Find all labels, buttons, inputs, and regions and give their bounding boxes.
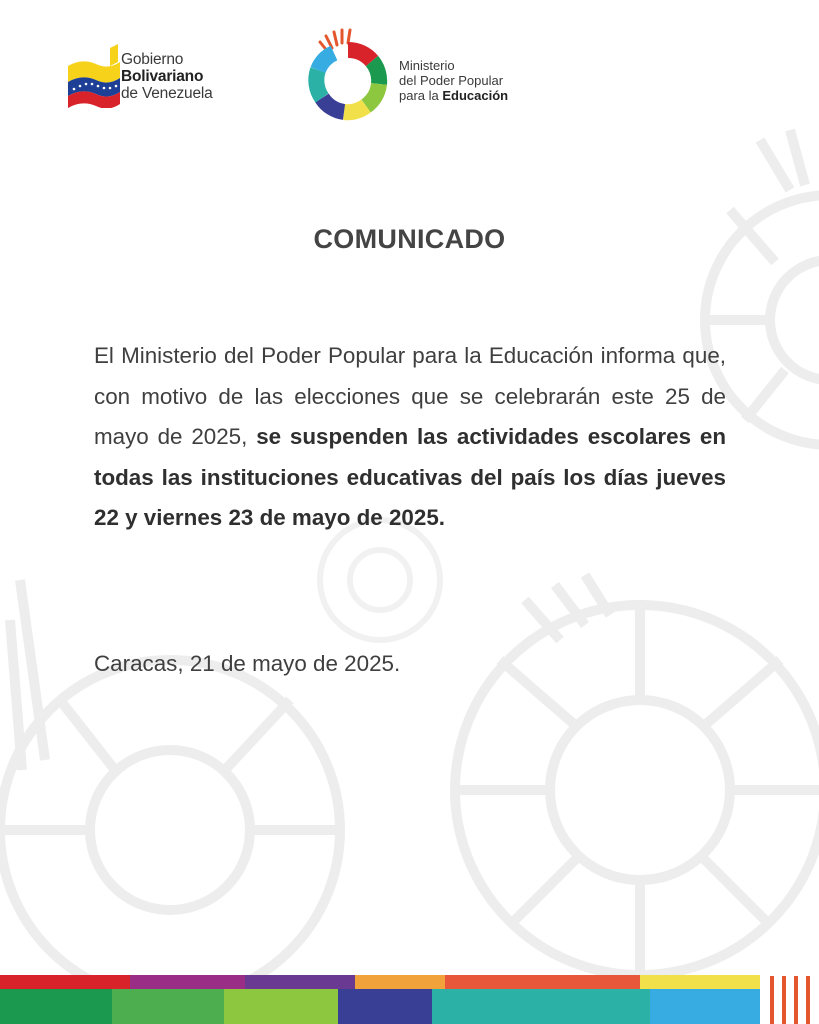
footer-top-seg xyxy=(0,975,130,989)
ministry-line1: Ministerio xyxy=(399,58,455,73)
announcement-paragraph xyxy=(94,336,726,539)
footer-band-top xyxy=(0,975,760,989)
ministry-line2: del Poder Popular xyxy=(399,73,504,88)
gov-line1: Gobierno xyxy=(121,51,184,68)
ministry-logo xyxy=(304,28,534,122)
venezuela-flag-icon xyxy=(66,44,122,108)
footer-band-bottom xyxy=(0,989,760,1024)
footer-top-seg xyxy=(445,975,640,989)
paragraph-bold-text: se suspenden las actividades escolares en todas las instituciones educativas del país los días jueves 22 y viernes 23 de mayo de 2025. xyxy=(94,424,726,531)
footer-top-seg xyxy=(245,975,355,989)
footer-top-seg xyxy=(640,975,760,989)
footer-bottom-seg xyxy=(338,989,432,1024)
ministry-emblem-icon xyxy=(304,28,394,122)
footer-bottom-seg xyxy=(112,989,224,1024)
footer-bottom-seg xyxy=(0,989,112,1024)
footer-stripes-icon xyxy=(766,976,816,1024)
ministry-line3 xyxy=(399,88,508,103)
gov-line3: de Venezuela xyxy=(121,85,213,102)
footer-top-seg xyxy=(355,975,445,989)
gov-line2: Bolivariano xyxy=(121,68,204,85)
document-title: COMUNICADO xyxy=(313,224,506,254)
footer-bottom-seg xyxy=(432,989,650,1024)
ministry-line3-prefix: para la xyxy=(399,88,443,103)
paragraph-normal-text: El Ministerio del Poder Popular para la Educación informa que, con motivo de las elecciones que se celebrarán este 25 de mayo de 2025, xyxy=(94,343,726,450)
footer-top-seg xyxy=(130,975,245,989)
dateline: Caracas, 21 de mayo de 2025. xyxy=(94,651,401,676)
footer-bottom-seg xyxy=(650,989,760,1024)
ministry-line3-bold: Educación xyxy=(442,88,509,103)
government-logo xyxy=(66,44,236,110)
footer-bottom-seg xyxy=(224,989,338,1024)
